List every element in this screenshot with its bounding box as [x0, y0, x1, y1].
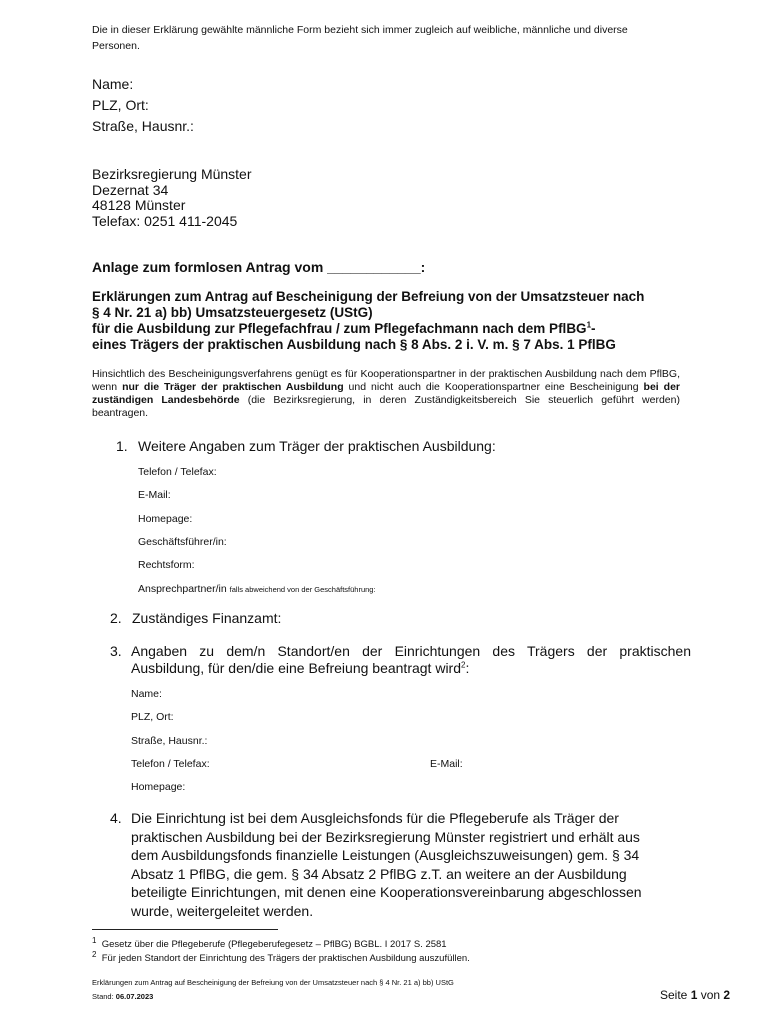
standort-plz-label: PLZ, Ort: — [131, 711, 174, 723]
recipient-line: Dezernat 34 — [92, 181, 169, 198]
trager-telefon-label: Telefon / Telefax: — [138, 466, 217, 478]
sender-name-label: Name: — [92, 76, 134, 92]
trager-geschaeftsfuehrer-label: Geschäftsführer/in: — [138, 536, 227, 548]
footnote-ref: 1 — [586, 320, 592, 330]
section-4-line: Die Einrichtung ist bei dem Ausgleichsfonds für die Pflegeberufe als Träger der — [131, 810, 619, 826]
section-number: 3. — [110, 643, 122, 659]
section-number: 1. — [116, 438, 128, 454]
section-number: 4. — [110, 810, 122, 826]
recipient-line: Telefax: 0251 411-2045 — [92, 212, 238, 229]
contact-note: falls abweichend von der Geschäftsführung: — [229, 585, 376, 594]
title-line: § 4 Nr. 21 a) bb) Umsatzsteuergesetz (UStG) — [92, 305, 373, 320]
section-4-line: beteiligte Einrichtungen, mit denen eine Kooperationsvereinbarung abgeschlossen — [131, 884, 642, 900]
title-line: eines Trägers der praktischen Ausbildung nach § 8 Abs. 2 i. V. m. § 7 Abs. 1 PflBG — [92, 337, 616, 352]
trager-email-label: E-Mail: — [138, 489, 171, 501]
trager-homepage-label: Homepage: — [138, 513, 193, 525]
standort-email-label: E-Mail: — [430, 758, 463, 770]
trager-rechtsform-label: Rechtsform: — [138, 559, 195, 571]
standort-homepage-label: Homepage: — [131, 781, 186, 793]
title-line: Erklärungen zum Antrag auf Bescheinigung der Befreiung von der Umsatzsteuer nach — [92, 289, 645, 304]
recipient-line: 48128 Münster — [92, 197, 186, 213]
title-line: für die Ausbildung zur Pflegefachfrau / zum Pflegefachmann nach dem PflBG$^1$- — [92, 320, 596, 336]
sender-street-label: Straße, Hausnr.: — [92, 118, 194, 134]
section-4-line: wurde, weitergeleitet werden. — [131, 902, 314, 919]
intro-paragraph: Hinsichtlich des Bescheinigungsverfahrens genügt es für Kooperationspartner in der praktischen Ausbildung nach dem PflBG, wenn nur die Träger der praktischen Ausbildung und nicht auch die Kooperationspartner eine Bescheinigung bei der zuständigen Landesbehörde (die Bezirksregierung, in deren Zuständigkeitsbereich Sie steuerlich geführt werden) beantragen. — [92, 368, 681, 419]
page-number: Seite 1 von 2 — [660, 988, 731, 1002]
footnote-2: $^2$ Für jeden Standort der Einrichtung des Trägers der praktischen Ausbildung auszufüllen. — [92, 949, 470, 964]
footnote-1: $^1$ Gesetz über die Pflegeberufe (Pflegeberufegesetz – PflBG) BGBL. I 2017 S. 2581 — [92, 935, 447, 950]
footnote-divider — [92, 929, 278, 930]
sender-block — [92, 74, 194, 137]
standort-street-label: Straße, Hausnr.: — [131, 735, 208, 747]
anlage-line: Anlage zum formlosen Antrag vom ____________: — [92, 259, 426, 275]
section-number: 2. — [110, 610, 122, 626]
footnote-ref: 2 — [461, 660, 466, 670]
standort-name-label: Name: — [131, 688, 162, 700]
trager-contact-label: Ansprechpartner/in falls abweichend von der Geschäftsführung: — [138, 583, 376, 595]
footer-stand: Stand: 06.07.2023 — [92, 992, 154, 1001]
sender-plz-label: PLZ, Ort: — [92, 97, 149, 113]
section-4-line: Absatz 1 PflBG, die gem. § 34 Absatz 2 PflBG z.T. an weitere an der Ausbildung — [131, 865, 627, 882]
recipient-address — [92, 167, 252, 229]
footer-doc-title: Erklärungen zum Antrag auf Bescheinigung der Befreiung von der Umsatzsteuer nach § 4 Nr. 21 a) bb) UStG — [92, 978, 454, 987]
gender-notice: Die in dieser Erklärung gewählte männliche Form bezieht sich immer zugleich auf weibliche, männliche und diverse Personen. — [92, 24, 628, 52]
document-title — [92, 289, 702, 353]
section-4-line: praktischen Ausbildung bei der Bezirksregierung Münster registriert und erhält aus — [131, 828, 640, 845]
section-4-line: dem Ausbildungsfonds finanzielle Leistungen (Ausgleichszuweisungen) gem. § 34 — [131, 847, 640, 863]
document-page: Die in dieser Erklärung gewählte männliche Form bezieht sich immer zugleich auf weibliche, männliche und diverse Personen. Name: PLZ, Ort: Straße, Hausnr.: Bezirksregierung Münster Dezernat 34 48128 Münster Telefax: 0251 411-2045 Anlage zum formlosen Antrag vom ____________: Erklärungen zum Antrag auf Bescheinigung der Befreiung von der Umsatzsteuer nach § 4 Nr. 21 a) bb) Umsatzsteuergesetz (UStG) für die Ausbildung zur Pflegefachfrau / zum Pflegefachmann nach dem PflBG$^1$- eines Trägers der praktischen Ausbildung nach § 8 Abs. 2 i. V. m. § 7 Abs. 1 PflBG Hinsichtlich des Bescheinigungsverfahrens genügt es für Kooperationspartner in der praktischen Ausbildung nach dem PflBG, wenn nur die Träger der praktischen Ausbildung und nicht auch die Kooperationspartner eine Bescheinigung bei der zuständigen Landesbehörde (die Bezirksregierung, in deren Zuständigkeitsbereich Sie steuerlich geführt werden) beantragen. 1. Weitere Angaben zum Träger der praktischen Ausbildung: Telefon / Telefax: E-Mail: Homepage: Geschäftsführer/in: Rechtsform: Ansprechpartner/in falls abweichend von der Geschäftsführung: 2. Zuständiges Finanzamt: 3. Angaben zu dem/n Standort/en der Einrichtungen des Trägers der praktischen Ausbildung, für den/die eine Befreiung beantragt wird$^2$: Name: PLZ, Ort: Straße, Hausnr.: Telefon / Telefax: E-Mail: Homepage: 4. Die Einrichtung ist bei dem Ausgleichsfonds für die Pflegeberufe als Träger der praktischen Ausbildung bei der Bezirksregierung Münster registriert und erhält aus dem Ausbildungsfonds finanzielle Leistungen (Ausgleichszuweisungen) gem. § 34 Absatz 1 PflBG, die gem. § 34 Absatz 2 PflBG z.T. an weitere an der Ausbildung beteiligte Einrichtungen, mit denen eine Kooperationsvereinbarung abgeschlossen wurde, weitergeleitet werden. $^1$ Gesetz über die Pflegeberufe (Pflegeberufegesetz – PflBG) BGBL. I 2017 S. 2581 $^2$ Für jeden Standort der Einrichtung des Trägers der praktischen Ausbildung auszufüllen. Erklärungen zum Antrag auf Bescheinigung der Befreiung von der Umsatzsteuer nach § 4 Nr. 21 a) bb) UStG Stand: 06.07.2023 Seite 1 von 2 — [92, 24, 731, 1002]
standort-telefon-label: Telefon / Telefax: — [131, 758, 210, 770]
recipient-line: Bezirksregierung Münster — [92, 166, 252, 182]
